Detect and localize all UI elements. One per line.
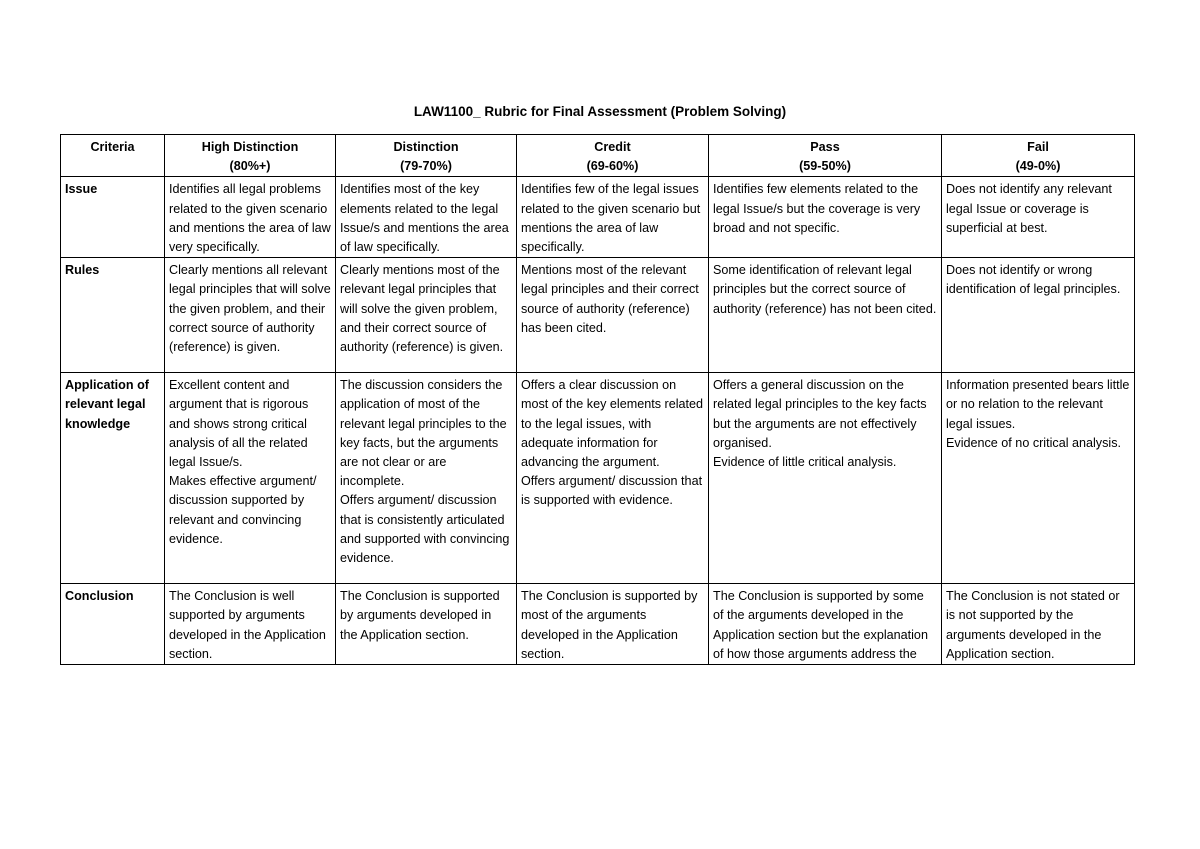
column-name: Criteria <box>90 140 135 154</box>
header-row <box>61 135 1135 177</box>
table-row-application <box>61 373 1135 584</box>
column-name: Fail <box>1027 140 1049 154</box>
column-range: (79-70%) <box>400 159 452 174</box>
column-header-credit <box>517 135 709 177</box>
table-cell <box>517 373 709 584</box>
cell-text: Evidence of little critical analysis. <box>713 455 897 470</box>
column-name: High Distinction <box>201 140 299 154</box>
table-cell <box>517 584 709 665</box>
column-header-distinction <box>336 135 517 177</box>
cell-text: Mentions most of the relevant legal principles and their correct source of authority (reference) has been cited. <box>521 263 699 335</box>
cell-text: The Conclusion is not stated or is not supported by the arguments developed in the Application section. <box>946 589 1120 661</box>
table-cell <box>942 373 1135 584</box>
rubric-table <box>60 134 1135 665</box>
cell-text: The discussion considers the application of most of the relevant legal principles to the key facts, but the arguments are not clear or are incomplete. <box>340 378 507 489</box>
column-name: Distinction <box>393 140 459 154</box>
criterion-label: Application of relevant legal knowledge <box>61 373 165 584</box>
cell-text: Clearly mentions most of the relevant legal principles that will solve the given problem, and their correct source of authority (reference) is given. <box>340 263 504 355</box>
column-range: (59-50%) <box>799 159 851 174</box>
cell-text: Excellent content and argument that is rigorous and shows strong critical analysis of all the related legal Issue/s. <box>169 378 309 470</box>
table-row-conclusion <box>61 584 1135 665</box>
table-cell <box>336 258 517 373</box>
document-title: LAW1100_ Rubric for Final Assessment (Problem Solving) <box>413 104 787 119</box>
table-row-rules <box>61 258 1135 373</box>
table-cell <box>336 373 517 584</box>
column-name: Pass <box>810 140 840 154</box>
cell-text: The Conclusion is supported by arguments developed in the Application section. <box>340 589 500 642</box>
table-cell <box>336 584 517 665</box>
cell-text: The Conclusion is well supported by arguments developed in the Application section. <box>169 589 326 661</box>
table-cell <box>942 584 1135 665</box>
cell-text: Makes effective argument/ discussion supported by relevant and convincing evidence. <box>169 474 317 546</box>
table-cell <box>709 373 942 584</box>
cell-text: Information presented bears little or no relation to the relevant legal issues. <box>946 378 1130 431</box>
criterion-label: Rules <box>61 258 165 373</box>
column-range: (69-60%) <box>586 159 639 174</box>
column-header-high-distinction <box>165 135 336 177</box>
cell-text: Evidence of no critical analysis. <box>946 435 1121 450</box>
cell-text: Identifies all legal problems related to the given scenario and mentions the area of law very specifically. <box>169 182 331 255</box>
table-cell <box>165 258 336 373</box>
cell-text: Some identification of relevant legal principles but the correct source of authority (reference) has not been cited. <box>713 263 937 316</box>
table-row-issue <box>61 177 1135 258</box>
table-cell <box>517 258 709 373</box>
table-cell <box>709 177 942 258</box>
table-cell <box>517 177 709 258</box>
table-cell <box>709 584 942 665</box>
cell-text: The Conclusion is supported by some of the arguments developed in the Application section but the explanation of how those arguments address the <box>713 589 928 661</box>
table-cell <box>165 177 336 258</box>
cell-text: Identifies most of the key elements related to the legal Issue/s and mentions the area of law specifically. <box>340 182 509 255</box>
table-cell <box>336 177 517 258</box>
cell-text: Identifies few elements related to the legal Issue/s but the coverage is very broad and not specific. <box>713 182 921 235</box>
cell-text: Offers argument/ discussion that is supported with evidence. <box>521 474 703 508</box>
cell-text: Does not identify any relevant legal Issue or coverage is superficial at best. <box>946 182 1112 235</box>
column-header-criteria <box>61 135 165 177</box>
table-cell <box>165 373 336 584</box>
criterion-label: Issue <box>61 177 165 258</box>
cell-text: Offers a clear discussion on most of the key elements related to the legal issues, with adequate information for advancing the argument. <box>521 378 704 470</box>
column-name: Credit <box>594 140 631 154</box>
criterion-label: Conclusion <box>61 584 165 665</box>
cell-text: The Conclusion is supported by most of the arguments developed in the Application section. <box>521 589 698 661</box>
cell-text: Offers argument/ discussion that is consistently articulated and supported with convincing evidence. <box>340 493 510 566</box>
cell-text: Does not identify or wrong identification of legal principles. <box>946 263 1121 297</box>
column-range: (49-0%) <box>1015 159 1061 174</box>
table-cell <box>709 258 942 373</box>
table-cell <box>942 258 1135 373</box>
cell-text: Offers a general discussion on the related legal principles to the key facts but the arguments are not effectively organised. <box>713 378 927 450</box>
column-header-fail <box>942 135 1135 177</box>
column-range: (80%+) <box>229 159 271 174</box>
column-header-pass <box>709 135 942 177</box>
cell-text: Clearly mentions all relevant legal principles that will solve the given problem, and their correct source of authority (reference) is given. <box>169 263 331 355</box>
table-cell <box>165 584 336 665</box>
cell-text: Identifies few of the legal issues related to the given scenario but mentions the area of law specifically. <box>521 182 701 255</box>
table-cell <box>942 177 1135 258</box>
